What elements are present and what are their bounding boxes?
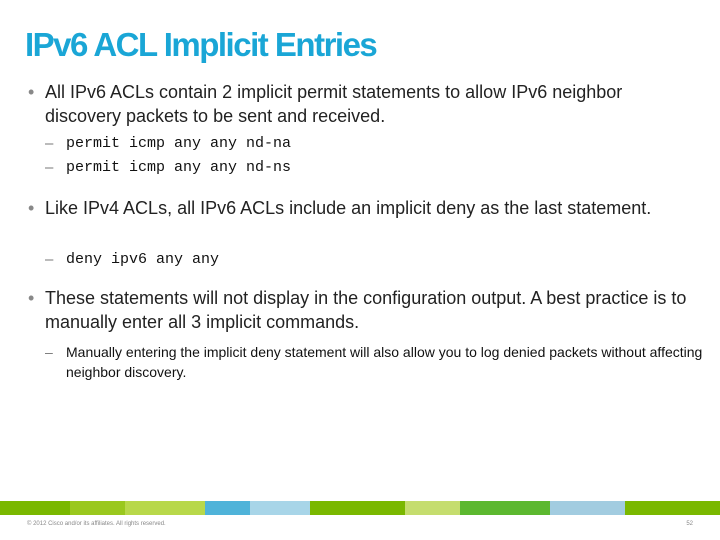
footer-color-bar [0, 501, 720, 515]
sub-bullet-1-1 [45, 133, 705, 154]
footer-bar-segment [625, 501, 720, 515]
bullet-marker: • [28, 198, 35, 218]
footer-bar-segment [70, 501, 125, 515]
sub-bullet-1-2 [45, 157, 705, 178]
footer-bar-segment [460, 501, 550, 515]
bullet-marker: • [28, 82, 35, 102]
bullet-marker: • [28, 288, 35, 308]
bullet-3 [28, 286, 698, 334]
footer-bar-segment [205, 501, 250, 515]
footer-bar-segment [0, 501, 70, 515]
bullet-2 [28, 196, 698, 220]
page-number: 52 [686, 521, 693, 527]
bullet-text: All IPv6 ACLs contain 2 implicit permit statements to allow IPv6 neighbor discovery packets to be sent and received. [45, 82, 623, 126]
sub-bullet-marker: – [45, 251, 54, 268]
sub-bullet-marker: – [45, 159, 54, 176]
sub-bullet-code: permit icmp any any nd-na [66, 135, 292, 152]
footer-bar-segment [125, 501, 205, 515]
footer-bar-segment [250, 501, 310, 515]
bullet-text: Like IPv4 ACLs, all IPv6 ACLs include an implicit deny as the last statement. [45, 198, 652, 218]
sub-bullet-marker: – [45, 135, 54, 152]
copyright-notice: © 2012 Cisco and/or its affiliates. All rights reserved. [27, 521, 166, 527]
footer-bar-segment [405, 501, 460, 515]
sub-bullet-2-1 [45, 249, 705, 270]
slide-title: IPv6 ACL Implicit Entries [25, 26, 377, 63]
sub-bullet-code: permit icmp any any nd-ns [66, 159, 292, 176]
bullet-text: These statements will not display in the configuration output. A best practice is to manually enter all 3 implicit commands. [45, 288, 687, 332]
footer-bar-segment [550, 501, 625, 515]
sub-bullet-marker: – [45, 344, 53, 360]
sub-bullet-text: Manually entering the implicit deny statement will also allow you to log denied packets without affecting neighbor discovery. [66, 344, 703, 380]
sub-bullet-3-1 [45, 342, 705, 382]
footer-bar-segment [310, 501, 405, 515]
sub-bullet-code: deny ipv6 any any [66, 251, 220, 268]
bullet-1 [28, 80, 698, 128]
